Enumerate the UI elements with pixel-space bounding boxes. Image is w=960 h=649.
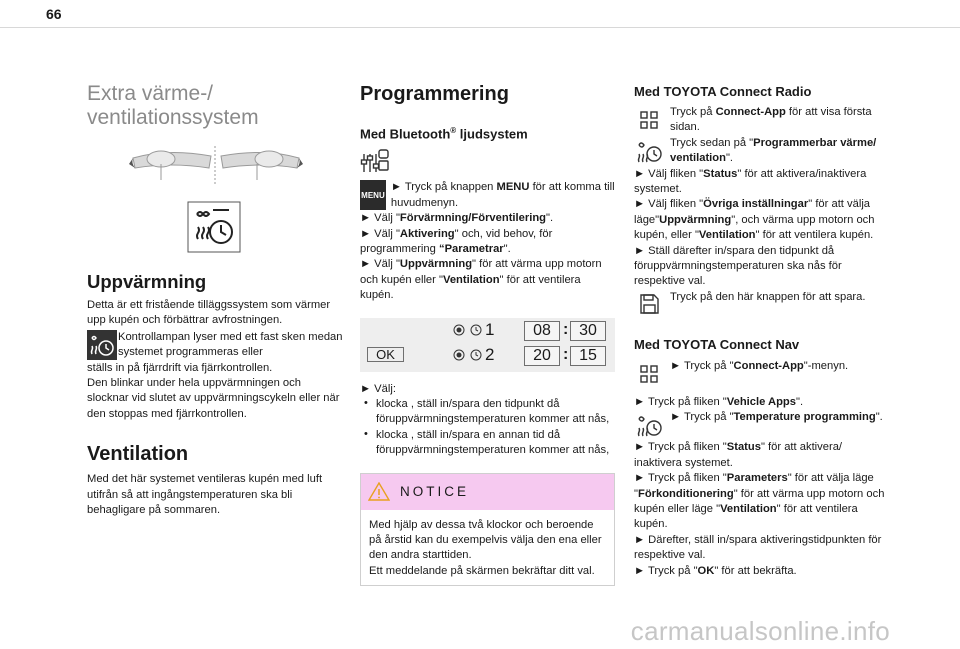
heating-paragraph-3: Den blinkar under hela uppvärmningen och slocknar vid slutet av uppvärmningscykeln eller när den stoppas med fjärrkontrollen. xyxy=(87,377,340,420)
clock-icon xyxy=(470,324,482,336)
heater-indicator-icon xyxy=(87,330,117,360)
column-toyota-connect xyxy=(634,82,892,579)
column-programming xyxy=(360,82,615,586)
save-icon xyxy=(634,292,664,316)
nav-step-parameters: ► Tryck på fliken "Parameters" för att välja läge "Förkonditionering" för att värma upp motorn och kupén eller läge "Ventilation" för att ventilera kupén. xyxy=(634,472,885,531)
menu-button-icon: MENU xyxy=(360,180,386,210)
bullet-clock-1: • klocka , ställ in/spara den tidpunkt då föruppvärmningstemperaturen kommer att nås, xyxy=(364,396,610,426)
ok-button[interactable]: OK xyxy=(367,347,404,362)
step-select-preheat: ► Välj "Förvärmning/Förventilering". xyxy=(360,212,554,225)
watermark: carmanualsonline.info xyxy=(630,616,890,646)
notice-header xyxy=(361,474,614,510)
heating-paragraph-1: Detta är ett fristående tilläggssystem som värmer upp kupén och förbättrar avfrostningen. xyxy=(87,299,331,327)
bluetooth-heading: Med Bluetooth® ljudsystem xyxy=(360,126,528,142)
notice-paragraph-1: Med hjälp av dessa två klockor och beroende på årstid kan du exempelvis välja den ena eller den andra starttiden. xyxy=(369,518,602,562)
nav-step-set-time: ► Därefter, ställ in/spara aktiveringstidpunkten för respektive val. xyxy=(634,533,882,562)
clock-2-hours[interactable]: 20 xyxy=(524,346,560,366)
nav-step-status: ► Tryck på fliken "Status" för att aktivera/ inaktivera systemet. xyxy=(634,441,843,469)
nav-step-1: ► Tryck på "Connect-App"-menyn. xyxy=(634,359,892,387)
ventilation-heading: Ventilation xyxy=(87,443,189,466)
heater-ventilation-icon xyxy=(187,201,241,253)
timer-panel xyxy=(360,318,615,372)
clock-1-hours[interactable]: 08 xyxy=(524,321,560,341)
clock-2-number: 2 xyxy=(485,344,495,364)
nav-step-temperature: ► Tryck på "Temperature programming". xyxy=(634,410,892,440)
apps-grid-icon xyxy=(634,363,664,387)
nav-step-vehicle-apps: ► Tryck på fliken "Vehicle Apps". xyxy=(634,395,804,408)
radio-step-save: Tryck på den här knappen för att spara. xyxy=(634,290,892,316)
heater-timer-icon xyxy=(634,136,664,166)
step-menu: ► Tryck på knappen MENU för att komma till huvudmenyn. xyxy=(390,181,615,209)
step-heating-mode: ► Välj "Uppvärmning" för att värma upp motorn och kupén eller "Ventilation" för att ventilera kupén. xyxy=(360,258,602,302)
notice-paragraph-2: Ett meddelande på skärmen bekräftar ditt val. xyxy=(369,564,595,577)
dashboard-illustration xyxy=(87,140,345,190)
programming-heading: Programmering xyxy=(360,83,509,105)
notice-box xyxy=(360,473,615,587)
heating-paragraph-2a: Kontrollampan lyser med ett fast sken medan systemet programmeras eller xyxy=(118,330,343,359)
section-title: Extra värme-/ ventilationssystem xyxy=(87,82,259,129)
clock-2-colon: : xyxy=(563,345,569,363)
menu-step-row xyxy=(360,180,615,211)
clock-icon xyxy=(470,349,482,361)
page-number: 66 xyxy=(46,6,62,22)
step-activation: ► Välj "Aktivering" och, vid behov, för programmering “Parametrar". xyxy=(360,227,553,255)
column-heating xyxy=(87,82,345,518)
heating-paragraph-2b: ställs in på fjärrdrift via fjärrkontrollen. xyxy=(87,361,273,374)
clock-1-number: 1 xyxy=(485,319,495,339)
nav-step-confirm: ► Tryck på "OK" för att bekräfta. xyxy=(634,564,797,577)
radio-step-set-time: ► Ställ därefter in/spara den tidpunkt då föruppvärmningstemperaturen ska nås för respektive val. xyxy=(634,244,842,288)
heating-heading: Uppvärmning xyxy=(87,271,207,292)
apps-grid-icon xyxy=(634,109,664,133)
connect-nav-heading: Med TOYOTA Connect Nav xyxy=(634,336,800,352)
heater-timer-icon xyxy=(634,410,664,440)
radio-step-other-settings: ► Välj fliken "Övriga inställningar" för att välja läge"Uppvärmning", och värma upp motorn och kupén, eller "Ventilation" för att ventilera kupén. xyxy=(634,198,875,242)
radio-selected-icon xyxy=(453,324,465,336)
clock-2-minutes[interactable]: 15 xyxy=(570,346,606,366)
choose-label: ► Välj: xyxy=(360,382,396,395)
bullet-clock-2: • klocka , ställ in/spara en annan tid då föruppvärmningstemperaturen kommer att nås, xyxy=(364,427,610,457)
radio-step-2: Tryck sedan på "Programmerbar värme/ ventilation". xyxy=(634,136,892,167)
radio-step-1: Tryck på Connect-App för att visa första sidan. xyxy=(634,105,892,136)
radio-selected-icon xyxy=(453,349,465,361)
notice-title: NOTICE xyxy=(400,484,470,500)
header-rule xyxy=(0,27,960,28)
connect-radio-heading: Med TOYOTA Connect Radio xyxy=(634,84,812,99)
clock-1-minutes[interactable]: 30 xyxy=(570,321,606,341)
ventilation-paragraph: Med det här systemet ventileras kupén med luft utifrån så att ingångstemperaturen ska bli behagligare på sommaren. xyxy=(87,473,323,517)
clock-1-colon: : xyxy=(563,320,569,338)
warning-icon xyxy=(368,482,390,501)
settings-sliders-icon xyxy=(360,148,390,174)
heating-indicator-row xyxy=(87,330,345,361)
radio-step-status: ► Välj fliken "Status" för att aktivera/inaktivera systemet. xyxy=(634,167,867,196)
